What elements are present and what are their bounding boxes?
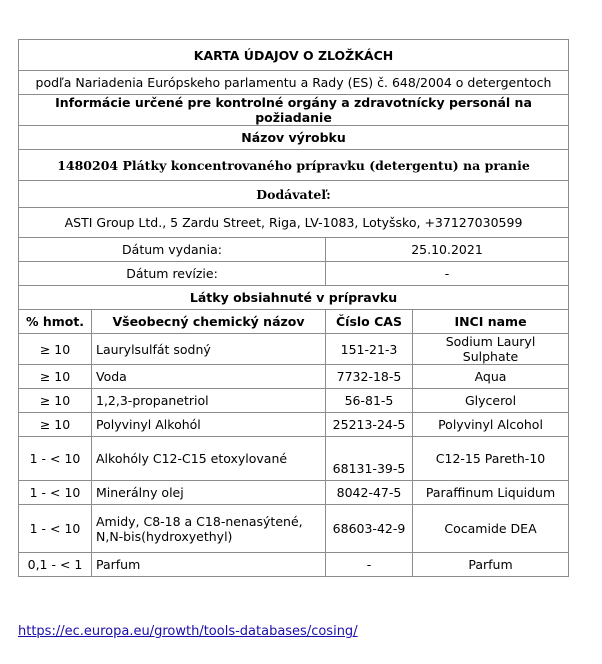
row-pct: 1 - < 10 <box>19 481 92 505</box>
row-name: Alkohóly C12-C15 etoxylované <box>92 437 326 481</box>
row-name: Amidy, C8-18 a C18-nenasýtené, N,N-bis(hydroxyethyl) <box>92 505 326 553</box>
row-pct: 1 - < 10 <box>19 437 92 481</box>
product-label: Názov výrobku <box>19 126 569 150</box>
ingredient-data-sheet <box>18 39 569 577</box>
regulation-text: podľa Nariadenia Európskeho parlamentu a Rady (ES) č. 648/2004 o detergentoch <box>19 71 569 95</box>
product-name: 1480204 Plátky koncentrovaného prípravku (detergentu) na pranie <box>19 150 569 181</box>
row-inci: C12-15 Pareth-10 <box>413 437 569 481</box>
col-header-inci: INCI name <box>413 310 569 334</box>
table-row <box>19 437 569 481</box>
row-inci: Cocamide DEA <box>413 505 569 553</box>
row-name: 1,2,3-propanetriol <box>92 389 326 413</box>
row-pct: 1 - < 10 <box>19 505 92 553</box>
row-name: Minerálny olej <box>92 481 326 505</box>
row-cas: - <box>326 553 413 577</box>
table-row <box>19 389 569 413</box>
col-header-pct: % hmot. <box>19 310 92 334</box>
row-cas: 56-81-5 <box>326 389 413 413</box>
row-cas: 25213-24-5 <box>326 413 413 437</box>
table-row <box>19 413 569 437</box>
row-inci: Glycerol <box>413 389 569 413</box>
row-cas: 151-21-3 <box>326 334 413 365</box>
row-name: Laurylsulfát sodný <box>92 334 326 365</box>
table-row <box>19 553 569 577</box>
row-inci: Paraffinum Liquidum <box>413 481 569 505</box>
table-row <box>19 505 569 553</box>
row-cas: 68603-42-9 <box>326 505 413 553</box>
info-text: Informácie určené pre kontrolné orgány a zdravotnícky personál na požiadanie <box>19 95 569 126</box>
supplier-details: ASTI Group Ltd., 5 Zardu Street, Riga, LV-1083, Lotyšsko, +37127030599 <box>19 208 569 238</box>
table-row <box>19 365 569 389</box>
issue-date-value: 25.10.2021 <box>326 238 569 262</box>
substances-label: Látky obsiahnuté v prípravku <box>19 286 569 310</box>
cosing-link[interactable]: https://ec.europa.eu/growth/tools-databases/cosing/ <box>18 624 358 639</box>
row-name: Polyvinyl Alkohól <box>92 413 326 437</box>
row-pct: ≥ 10 <box>19 413 92 437</box>
col-header-cas: Číslo CAS <box>326 310 413 334</box>
row-inci: Parfum <box>413 553 569 577</box>
row-inci: Sodium Lauryl Sulphate <box>413 334 569 365</box>
row-pct: 0,1 - < 1 <box>19 553 92 577</box>
table-row <box>19 481 569 505</box>
table-header <box>19 310 569 334</box>
row-cas: 7732-18-5 <box>326 365 413 389</box>
sheet-title: KARTA ÚDAJOV O ZLOŽKÁCH <box>19 40 569 71</box>
table-row <box>19 334 569 365</box>
row-inci: Polyvinyl Alcohol <box>413 413 569 437</box>
row-pct: ≥ 10 <box>19 365 92 389</box>
revision-date-value: - <box>326 262 569 286</box>
revision-date-label: Dátum revízie: <box>19 262 326 286</box>
row-name: Voda <box>92 365 326 389</box>
row-name: Parfum <box>92 553 326 577</box>
supplier-label: Dodávateľ: <box>19 181 569 208</box>
col-header-name: Všeobecný chemický názov <box>92 310 326 334</box>
row-pct: ≥ 10 <box>19 334 92 365</box>
row-cas: 68131-39-5 <box>326 437 413 481</box>
row-cas: 8042-47-5 <box>326 481 413 505</box>
issue-date-label: Dátum vydania: <box>19 238 326 262</box>
row-inci: Aqua <box>413 365 569 389</box>
row-pct: ≥ 10 <box>19 389 92 413</box>
